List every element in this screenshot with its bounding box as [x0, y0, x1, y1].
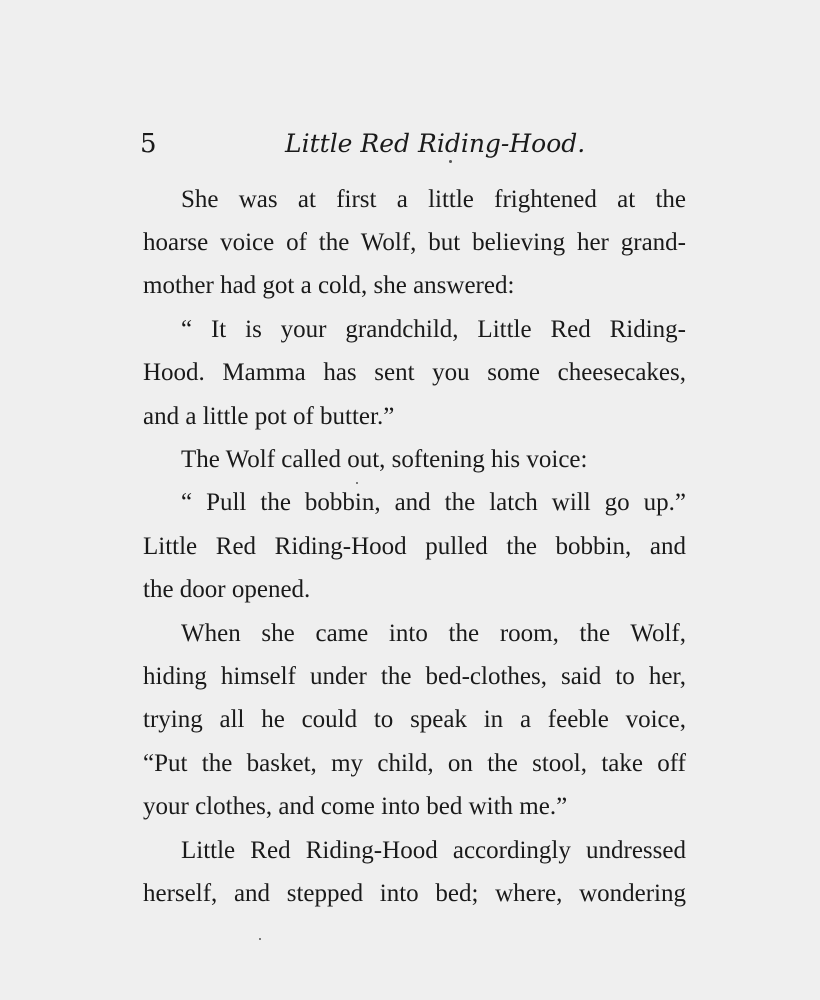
text-line: Little Red Riding-Hood pulled the bobbin, and [143, 533, 686, 560]
text-line: mother had got a cold, she answered: [143, 272, 515, 299]
text-line: and a little pot of butter.” [143, 403, 395, 430]
text-line: Little Red Riding-Hood accordingly undressed [181, 837, 686, 864]
page-number: 5 [140, 129, 157, 159]
text-line: When she came into the room, the Wolf, [181, 620, 686, 647]
running-title: Little Red Riding-Hood. [285, 129, 586, 158]
text-line: trying all he could to speak in a feeble voice, [143, 706, 686, 733]
ink-speck [259, 938, 261, 940]
text-line: “Put the basket, my child, on the stool, take off [143, 750, 686, 777]
text-line: the door opened. [143, 576, 311, 603]
ink-speck [449, 160, 452, 163]
text-line: hoarse voice of the Wolf, but believing her grand- [143, 229, 686, 256]
text-line: The Wolf called out, softening his voice: [181, 446, 588, 473]
text-line: Hood. Mamma has sent you some cheesecakes, [143, 359, 686, 386]
text-line: “ It is your grandchild, Little Red Riding- [181, 316, 686, 343]
text-line: “ Pull the bobbin, and the latch will go up.” [181, 489, 686, 516]
text-line: your clothes, and come into bed with me.” [143, 793, 568, 820]
text-line: hiding himself under the bed-clothes, said to her, [143, 663, 686, 690]
ink-speck [356, 482, 358, 484]
text-line: herself, and stepped into bed; where, wondering [143, 880, 686, 907]
text-line: She was at first a little frightened at the [181, 186, 686, 213]
page-header [140, 126, 700, 162]
